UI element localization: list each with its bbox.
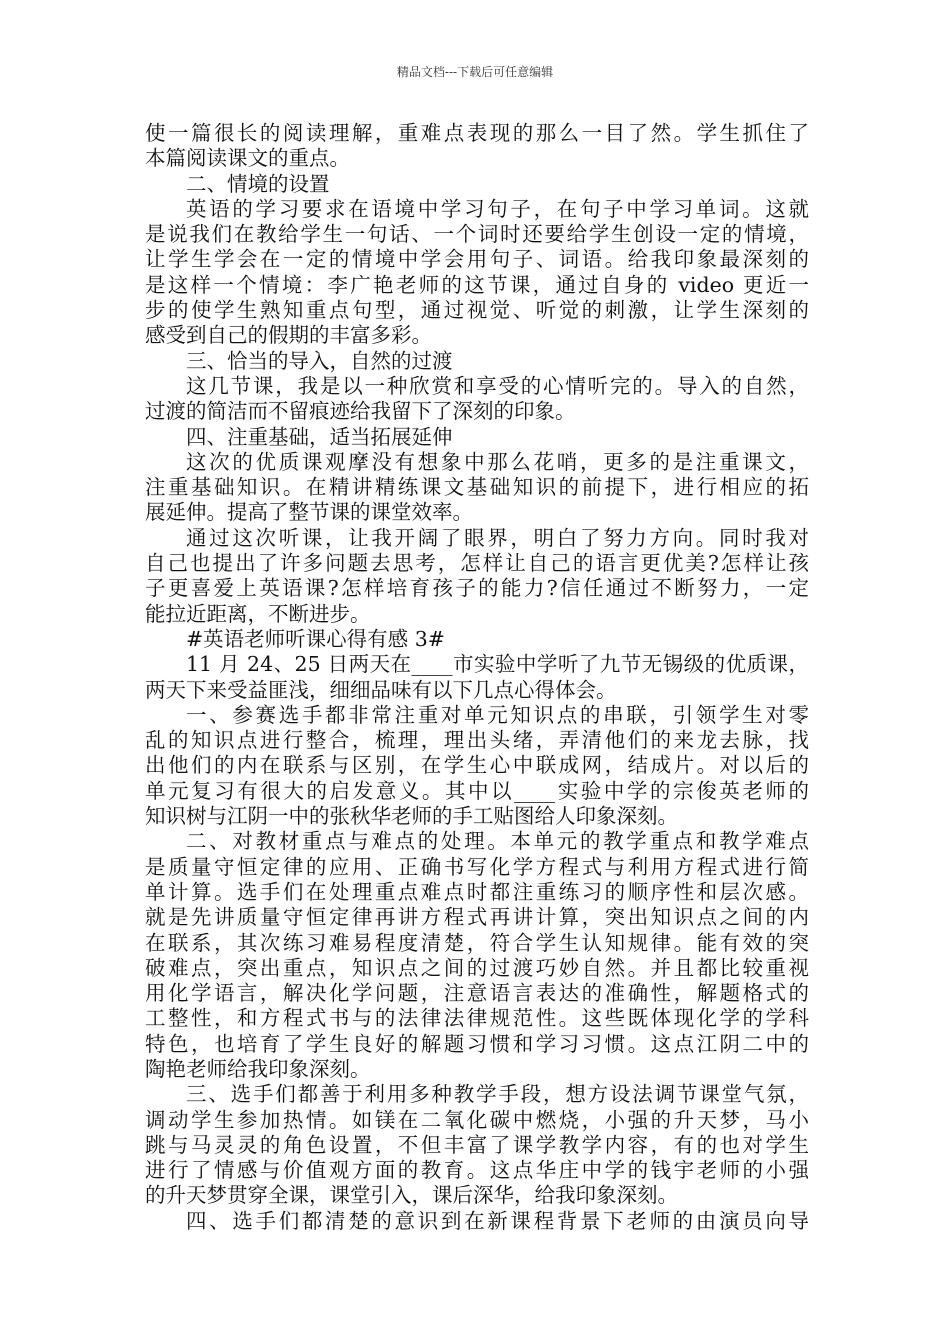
text-line: 本篇阅读课文的重点。 [145, 146, 350, 171]
text-line: 能拉近距离，不断进步。 [145, 601, 371, 626]
text-line: 跳与马灵灵的角色设置，不但丰富了课学教学内容，有的也对学生 [145, 1132, 809, 1157]
text-line: 子更喜爱上英语课?怎样培育孩子的能力?信任通过不断努力，一定 [145, 576, 809, 601]
text-line: 使一篇很长的阅读理解，重难点表现的那么一目了然。学生抓住了 [145, 121, 809, 145]
text-line: 感受到自己的假期的丰富多彩。 [145, 323, 432, 348]
text-line: 三、选手们都善于利用多种教学手段，想方设法调节课堂气氛， [186, 1082, 809, 1107]
text-line: 出他们的内在联系与区别，在学生心中联成网，结成片。对以后的 [145, 753, 809, 778]
text-line: 二、对教材重点与难点的处理。本单元的教学重点和教学难点 [186, 829, 809, 854]
text-line: 单计算。选手们在处理重点难点时都注重练习的顺序性和层次感。 [145, 879, 809, 904]
text-line: 通过这次听课，让我开阔了眼界，明白了努力方向。同时我对 [186, 525, 809, 550]
text-line: 步的使学生熟知重点句型，通过视觉、听觉的刺激，让学生深刻的 [145, 298, 809, 323]
text-line: 这次的优质课观摩没有想象中那么花哨，更多的是注重课文， [186, 449, 809, 474]
text-line: 展延伸。提高了整节课的课堂效率。 [145, 500, 473, 525]
text-line: 工整性，和方程式书与的法律法律规范性。这些既体现化学的学科 [145, 1006, 809, 1031]
text-line: 破难点，突出重点，知识点之间的过渡巧妙自然。并且都比较重视 [145, 955, 809, 980]
text-line: 两天下来受益匪浅，细细品味有以下几点心得体会。 [145, 677, 617, 702]
text-line: 单元复习有很大的启发意义。其中以____实验中学的宗俊英老师的 [145, 778, 809, 803]
text-line: 用化学语言，解决化学问题，注意语言表达的准确性，解题格式的 [145, 981, 809, 1006]
text-line: 过渡的简洁而不留痕迹给我留下了深刻的印象。 [145, 399, 576, 424]
text-line: 一、参赛选手都非常注重对单元知识点的串联，引领学生对零 [186, 702, 809, 727]
text-line: 陶艳老师给我印象深刻。 [145, 1056, 371, 1081]
text-line: 进行了情感与价值观方面的教育。这点华庄中学的钱宇老师的小强 [145, 1158, 809, 1183]
text-line: 英语的学习要求在语境中学习句子，在句子中学习单词。这就 [186, 196, 809, 221]
text-line: 四、注重基础，适当拓展延伸 [186, 424, 453, 449]
text-line: 11 月 24、25 日两天在____市实验中学听了九节无锡级的优质课， [186, 652, 809, 677]
text-line: 注重基础知识。在精讲精练课文基础知识的前提下，进行相应的拓 [145, 475, 809, 500]
text-line: 就是先讲质量守恒定律再讲方程式再讲计算，突出知识点之间的内 [145, 905, 809, 930]
text-line: 的升天梦贯穿全课，课堂引入，课后深华，给我印象深刻。 [145, 1183, 678, 1208]
text-line: 在联系，其次练习难易程度清楚，符合学生认知规律。能有效的突 [145, 930, 809, 955]
text-line: 这几节课，我是以一种欣赏和享受的心情听完的。导入的自然， [186, 373, 809, 398]
page-header: 精品文档---下载后可任意编辑 [396, 65, 554, 79]
text-line: 知识树与江阴一中的张秋华老师的手工贴图给人印象深刻。 [145, 804, 678, 829]
text-line: 是质量守恒定律的应用、正确书写化学方程式与利用方程式进行简 [145, 854, 809, 879]
text-line: 三、恰当的导入，自然的过渡 [186, 348, 453, 373]
text-line: #英语老师听课心得有感 3# [186, 626, 445, 651]
text-line: 调动学生参加热情。如镁在二氧化碳中燃烧，小强的升天梦，马小 [145, 1107, 809, 1132]
text-line: 二、情境的设置 [186, 171, 330, 196]
document-body [145, 121, 809, 1234]
text-line: 四、选手们都清楚的意识到在新课程背景下老师的由演员向导 [186, 1208, 809, 1233]
text-line: 乱的知识点进行整合，梳理，理出头绪，弄清他们的来龙去脉，找 [145, 728, 809, 753]
text-line: 让学生学会在一定的情境中学会用句子、词语。给我印象最深刻的 [145, 247, 809, 272]
text-line: 是说我们在教给学生一句话、一个词时还要给学生创设一定的情境， [145, 222, 809, 247]
text-line: 自己也提出了许多问题去思考，怎样让自己的语言更优美?怎样让孩 [145, 551, 809, 576]
text-line: 特色，也培育了学生良好的解题习惯和学习习惯。这点江阴二中的 [145, 1031, 809, 1056]
text-line: 是这样一个情境：李广艳老师的这节课，通过自身的 video 更近一 [145, 272, 809, 297]
